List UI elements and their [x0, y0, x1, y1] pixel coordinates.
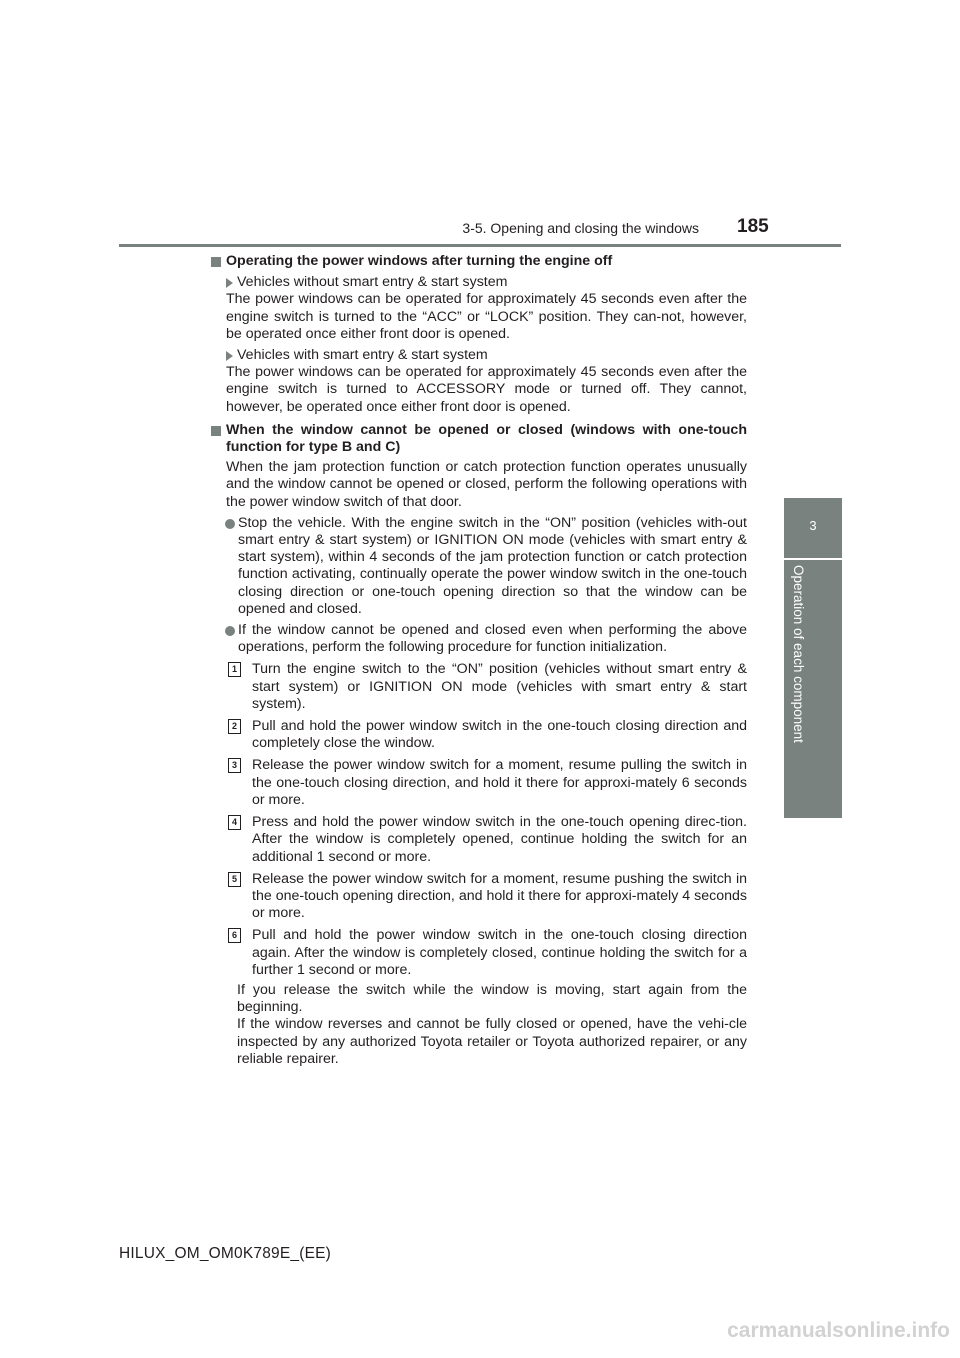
watermark: carmanualsonline.info — [727, 1319, 950, 1342]
step-number: 3 — [228, 758, 241, 773]
step-number: 6 — [228, 928, 241, 943]
square-bullet-icon — [211, 257, 221, 267]
paragraph: The power windows can be operated for approximately 45 seconds even after the engine switch is turned to ACCESSORY mode or turned off. They cannot, however, be operated once either front door is opened. — [226, 364, 747, 415]
section-heading: When the window cannot be opened or closed (windows with one-touch function for type B and C) — [211, 422, 747, 456]
step-number: 1 — [228, 662, 241, 677]
paragraph: The power windows can be operated for approximately 45 seconds even after the engine switch is turned to the “ACC” or “LOCK” position. They can-not, however, be operated once either front door is opened. — [226, 291, 747, 342]
triangle-arrow-icon — [226, 351, 233, 361]
chapter-tab — [784, 498, 842, 558]
square-bullet-icon — [211, 426, 221, 436]
note-paragraph: If the window reverses and cannot be fully closed or opened, have the vehi-cle inspected by any authorized Toyota retailer or Toyota authorized repairer, or any reliable repairer. — [237, 1016, 747, 1067]
step-item: 4 Press and hold the power window switch in the one-touch opening direc-tion. After the window is completely opened, continue holding the switch for an additional 1 second or more. — [211, 814, 747, 866]
list-item: If the window cannot be opened and closed even when performing the above operations, perform the following procedure for function initialization. — [211, 622, 747, 656]
step-item: 2 Pull and hold the power window switch in the one-touch closing direction and completely close the window. — [211, 718, 747, 752]
step-item: 3 Release the power window switch for a moment, resume pulling the switch in the one-touch closing direction, and hold it there for approxi-mately 6 seconds or more. — [211, 757, 747, 809]
round-bullet-icon — [225, 626, 235, 636]
step-number: 4 — [228, 815, 241, 830]
chapter-label: Operation of each component — [791, 565, 806, 743]
step-item: 6 Pull and hold the power window switch in the one-touch closing direction again. After the window is completely closed, continue holding the switch for a further 1 second or more. — [211, 927, 747, 979]
header-divider — [119, 244, 841, 247]
step-number: 5 — [228, 872, 241, 887]
page-content — [211, 253, 747, 1068]
list-item: Stop the vehicle. With the engine switch in the “ON” position (vehicles with-out smart entry & start system) or IGNITION ON mode (vehicles with smart entry & start system), within 4 seconds of the jam protection function or catch protection function activating, continually operate the power window switch in the one-touch closing direction or one-touch opening direction so that the window can be opened and closed. — [211, 515, 747, 618]
note-paragraph: If you release the switch while the window is moving, start again from the beginning. — [237, 981, 747, 1016]
round-bullet-icon — [225, 519, 235, 529]
subheading: Vehicles without smart entry & start system — [211, 274, 747, 291]
paragraph: When the jam protection function or catch protection function operates unusually and the window cannot be opened or closed, perform the following operations with the power window switch of that door. — [226, 459, 747, 510]
step-item: 1 Turn the engine switch to the “ON” position (vehicles without smart entry & start system) or IGNITION ON mode (vehicles with smart entry & start system). — [211, 661, 747, 713]
page-number: 185 — [737, 216, 769, 237]
step-item: 5 Release the power window switch for a moment, resume pushing the switch in the one-touch opening direction, and hold it there for approxi-mately 4 seconds or more. — [211, 871, 747, 923]
triangle-arrow-icon — [226, 278, 233, 288]
chapter-number: 3 — [809, 518, 817, 533]
section-title: 3-5. Opening and closing the windows — [462, 220, 699, 236]
step-number: 2 — [228, 719, 241, 734]
document-code: HILUX_OM_OM0K789E_(EE) — [119, 1245, 332, 1262]
section-heading: Operating the power windows after turning the engine off — [211, 253, 747, 270]
subheading: Vehicles with smart entry & start system — [211, 347, 747, 364]
